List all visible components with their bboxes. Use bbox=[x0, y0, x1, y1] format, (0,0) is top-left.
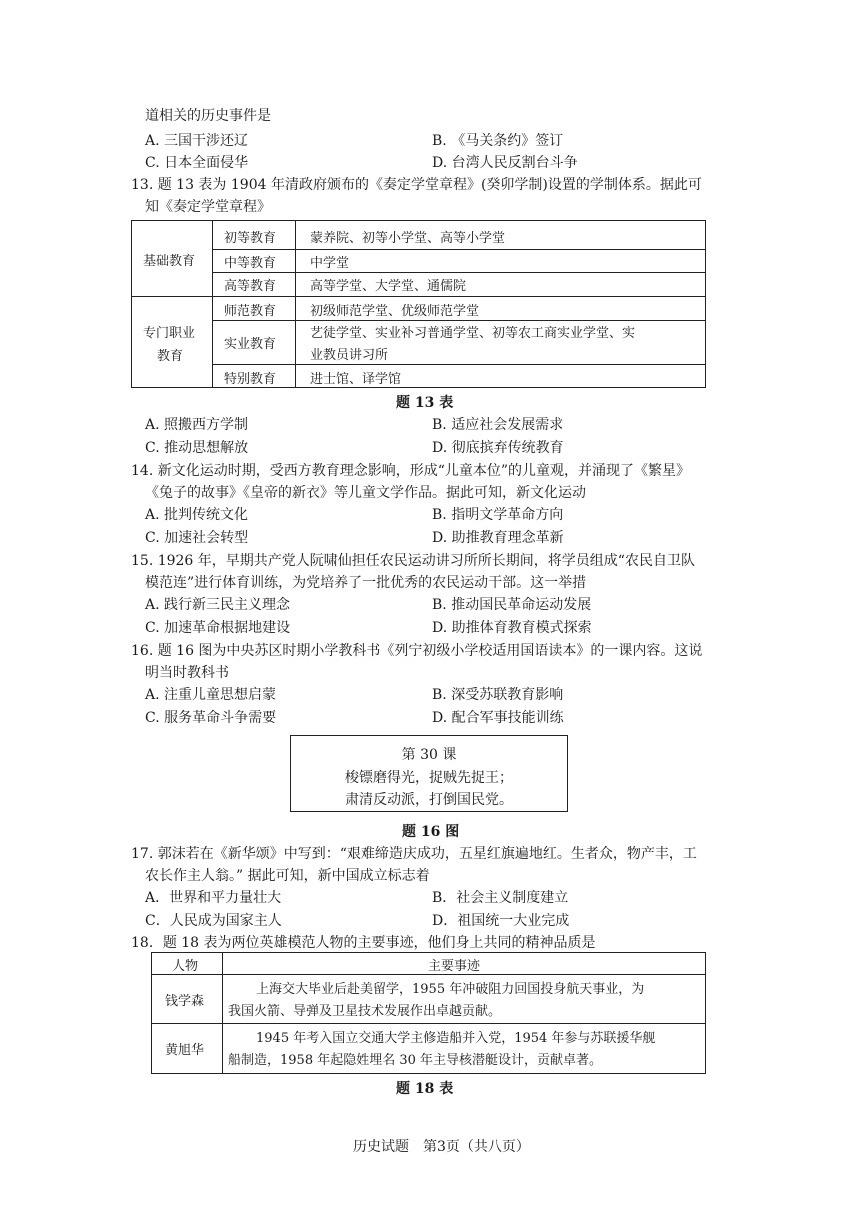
table-18-person-name: 黄旭华 bbox=[165, 1043, 205, 1058]
q17-option-b: B．社会主义制度建立 bbox=[432, 890, 569, 906]
question-18-stem: 18．题 18 表为两位英雄模范人物的主要事迹，他们身上共同的精神品质是 bbox=[131, 935, 596, 951]
question-12-continuation: 道相关的历史事件是 bbox=[145, 108, 271, 124]
table-18-person-name: 钱学森 bbox=[165, 994, 205, 1009]
table-18-header-person: 人物 bbox=[172, 959, 199, 974]
q16-option-c: C. 服务革命斗争需要 bbox=[145, 710, 277, 726]
q13-option-d: D. 彻底摈弃传统教育 bbox=[432, 440, 564, 456]
lesson-line-2: 肃清反动派，打倒国民党。 bbox=[345, 792, 513, 808]
q13-option-b: B. 适应社会发展需求 bbox=[432, 417, 564, 433]
page-footer: 历史试题 第3页（共八页） bbox=[353, 1139, 530, 1155]
lesson-line-1: 梭镖磨得光，捉贼先捉王； bbox=[345, 770, 513, 786]
table-13-content: 中学堂 bbox=[310, 256, 350, 271]
table-13-group-basic: 基础教育 bbox=[143, 254, 196, 269]
q17-option-c: C．人民成为国家主人 bbox=[145, 913, 282, 929]
figure-16-lesson-box bbox=[290, 735, 568, 812]
table-18-deeds-line: 上海交大毕业后赴美留学，1955 年冲破阻力回国投身航天事业，为 bbox=[256, 982, 645, 997]
q15-option-b: B. 推动国民革命运动发展 bbox=[432, 597, 592, 613]
q16-option-b: B. 深受苏联教育影响 bbox=[432, 687, 564, 703]
q13-option-c: C. 推动思想解放 bbox=[145, 440, 249, 456]
table-18-caption: 题 18 表 bbox=[396, 1081, 454, 1097]
question-15-stem-line1: 15. 1926 年，早期共产党人阮啸仙担任农民运动讲习所所长期间，将学员组成“农民自卫队 bbox=[131, 553, 695, 569]
table-13-group-vocational-1: 专门职业 bbox=[143, 326, 196, 341]
table-13-group-vocational-2: 教育 bbox=[157, 349, 184, 364]
table-13-type: 实业教育 bbox=[224, 337, 277, 352]
table-13-type: 师范教育 bbox=[224, 304, 277, 319]
question-14-stem-line1: 14. 新文化运动时期，受西方教育理念影响，形成“儿童本位”的儿童观，并涌现了《繁星》 bbox=[131, 463, 691, 479]
question-16-stem-line1: 16. 题 16 图为中央苏区时期小学教科书《列宁初级小学校适用国语读本》的一课内容。这说 bbox=[131, 643, 703, 659]
q12-option-d: D. 台湾人民反割台斗争 bbox=[432, 155, 578, 171]
question-17-stem-line2: 农长作主人翁。” 据此可知，新中国成立标志着 bbox=[145, 868, 430, 884]
table-18-deeds-line: 船制造，1958 年起隐姓埋名 30 年主导核潜艇设计，贡献卓著。 bbox=[228, 1053, 603, 1068]
table-13-content: 艺徒学堂、实业补习普通学堂、初等农工商实业学堂、实 bbox=[310, 326, 636, 341]
table-13-type: 特别教育 bbox=[224, 372, 277, 387]
q14-option-c: C. 加速社会转型 bbox=[145, 530, 249, 546]
table-13-content: 高等学堂、大学堂、通儒院 bbox=[310, 279, 467, 294]
q12-option-b: B. 《马关条约》签订 bbox=[432, 133, 564, 149]
question-13-stem-line1: 13. 题 13 表为 1904 年清政府颁布的《奏定学堂章程》(癸卯学制)设置的学制体系。据此可 bbox=[131, 177, 702, 193]
q17-option-d: D．祖国统一大业完成 bbox=[432, 913, 570, 929]
q14-option-b: B. 指明文学革命方向 bbox=[432, 507, 564, 523]
q16-option-d: D. 配合军事技能训练 bbox=[432, 710, 564, 726]
table-18 bbox=[151, 952, 706, 1074]
q14-option-a: A. 批判传统文化 bbox=[145, 507, 249, 523]
table-13 bbox=[131, 220, 706, 388]
q12-option-c: C. 日本全面侵华 bbox=[145, 155, 249, 171]
question-13-stem-line2: 知《奏定学堂章程》 bbox=[145, 199, 271, 215]
table-13-content-cont: 业教员讲习所 bbox=[310, 348, 389, 363]
q13-option-a: A. 照搬西方学制 bbox=[145, 417, 249, 433]
table-13-content: 进士馆、译学馆 bbox=[310, 372, 402, 387]
question-15-stem-line2: 模范连”进行体育训练，为党培养了一批优秀的农民运动干部。这一举措 bbox=[145, 575, 587, 591]
table-18-deeds-line: 1945 年考入国立交通大学主修造船并入党，1954 年参与苏联援华舰 bbox=[256, 1031, 656, 1046]
table-13-content: 蒙养院、初等小学堂、高等小学堂 bbox=[310, 231, 506, 246]
question-17-stem-line1: 17. 郭沫若在《新华颂》中写到：“艰难缔造庆成功，五星红旗遍地红。生者众，物产丰，工 bbox=[131, 846, 697, 862]
figure-16-caption: 题 16 图 bbox=[402, 824, 460, 840]
table-13-content: 初级师范学堂、优级师范学堂 bbox=[310, 304, 480, 319]
table-13-type: 初等教育 bbox=[224, 231, 277, 246]
table-13-caption: 题 13 表 bbox=[396, 395, 454, 411]
q12-option-a: A. 三国干涉还辽 bbox=[145, 133, 249, 149]
table-13-type: 高等教育 bbox=[224, 279, 277, 294]
question-16-stem-line2: 明当时教科书 bbox=[145, 665, 229, 681]
q15-option-a: A. 践行新三民主义理念 bbox=[145, 597, 291, 613]
table-18-deeds-line: 我国火箭、导弹及卫星技术发展作出卓越贡献。 bbox=[228, 1004, 502, 1019]
lesson-title: 第 30 课 bbox=[401, 747, 457, 763]
question-14-stem-line2: 《兔子的故事》《皇帝的新衣》等儿童文学作品。据此可知，新文化运动 bbox=[145, 485, 586, 501]
table-18-header-deeds: 主要事迹 bbox=[428, 959, 481, 974]
q16-option-a: A. 注重儿童思想启蒙 bbox=[145, 687, 277, 703]
table-13-type: 中等教育 bbox=[224, 256, 277, 271]
q15-option-c: C. 加速革命根据地建设 bbox=[145, 620, 291, 636]
q17-option-a: A．世界和平力量壮大 bbox=[145, 890, 282, 906]
q15-option-d: D. 助推体育教育模式探索 bbox=[432, 620, 592, 636]
q14-option-d: D. 助推教育理念革新 bbox=[432, 530, 564, 546]
